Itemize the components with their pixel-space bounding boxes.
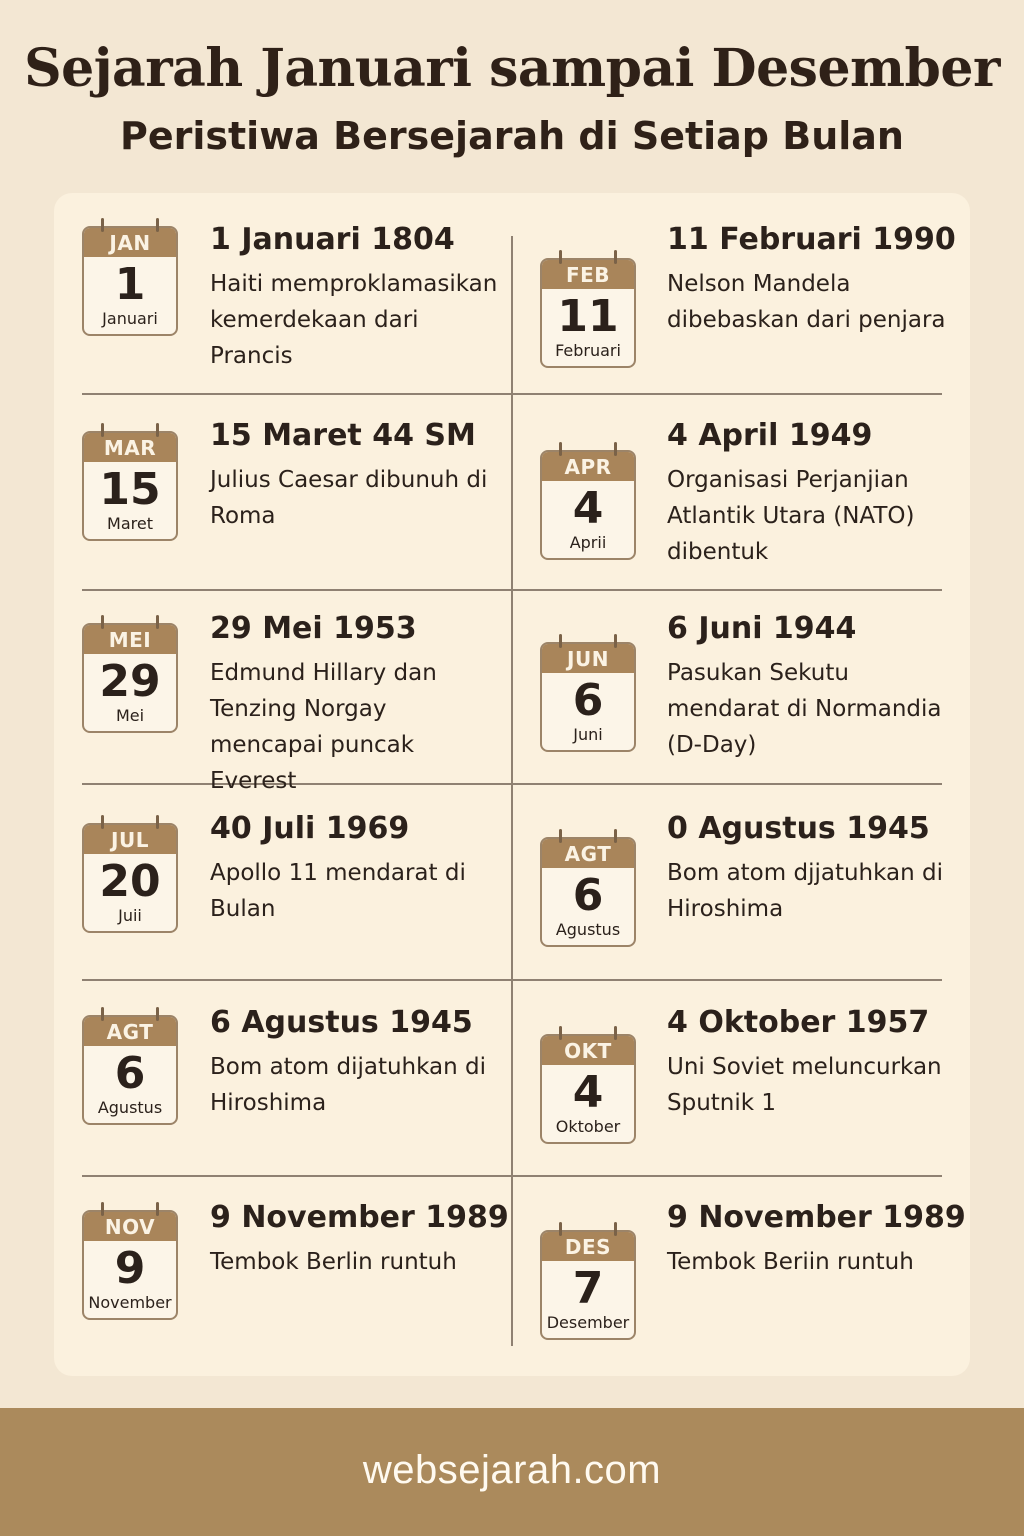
calendar-ring xyxy=(156,218,159,232)
calendar-ring xyxy=(101,218,104,232)
calendar-icon xyxy=(540,1230,636,1340)
event-date-title: 9 November 1989 xyxy=(210,1200,509,1235)
calendar-icon xyxy=(82,623,178,733)
calendar-month-name: Januari xyxy=(102,309,158,328)
event-date-title: 9 November 1989 xyxy=(667,1200,966,1235)
calendar-icon xyxy=(540,258,636,368)
calendar-month-abbr: AGT xyxy=(84,1017,176,1046)
calendar-day: 6 xyxy=(572,675,604,726)
calendar-day: 9 xyxy=(114,1243,146,1294)
calendar-month-name: Aprii xyxy=(569,533,607,552)
calendar-month-name: Desember xyxy=(546,1313,630,1332)
event-date-title: 40 Juli 1969 xyxy=(210,811,410,846)
event-description: Bom atom dijatuhkan di Hiroshima xyxy=(210,1054,486,1116)
calendar-month-abbr: JUL xyxy=(84,825,176,854)
calendar-day: 7 xyxy=(572,1263,604,1314)
event-description: Nelson Mandela dibebaskan dari penjara xyxy=(667,271,946,333)
calendar-day: 4 xyxy=(572,1067,604,1118)
calendar-month-name: Juii xyxy=(118,906,142,925)
calendar-icon xyxy=(540,1034,636,1144)
calendar-day: 4 xyxy=(572,483,604,534)
calendar-month-name: Agustus xyxy=(97,1098,163,1117)
event-description: Pasukan Sekutu mendarat di Normandia (D-Day) xyxy=(667,660,942,758)
calendar-icon xyxy=(82,1210,178,1320)
calendar-ring xyxy=(101,1202,104,1216)
calendar-month-name: Februari xyxy=(555,341,621,360)
calendar-icon xyxy=(540,450,636,560)
calendar-icon xyxy=(82,431,178,541)
event-date-title: 4 Oktober 1957 xyxy=(667,1005,930,1040)
calendar-month-abbr: MEI xyxy=(84,625,176,654)
calendar-month-abbr: FEB xyxy=(542,260,634,289)
column-divider xyxy=(511,236,513,1346)
event-date-title: 29 Mei 1953 xyxy=(210,611,417,646)
event-date-title: 6 Agustus 1945 xyxy=(210,1005,473,1040)
event-date-title: 11 Februari 1990 xyxy=(667,222,956,257)
calendar-ring xyxy=(614,634,617,648)
calendar-day: 6 xyxy=(114,1048,146,1099)
calendar-month-abbr: APR xyxy=(542,452,634,481)
page-title: Sejarah Januari sampai Desember xyxy=(24,38,1000,99)
calendar-month-abbr: JUN xyxy=(542,644,634,673)
calendar-day: 20 xyxy=(99,856,161,907)
event-description: Bom atom djjatuhkan di Hiroshima xyxy=(667,860,943,922)
calendar-ring xyxy=(101,615,104,629)
calendar-month-name: Agustus xyxy=(555,920,621,939)
calendar-month-name: Juni xyxy=(573,725,603,744)
calendar-ring xyxy=(614,442,617,456)
event-date-title: 15 Maret 44 SM xyxy=(210,418,476,453)
row-divider xyxy=(82,589,942,591)
calendar-ring xyxy=(614,1026,617,1040)
page-subtitle: Peristiwa Bersejarah di Setiap Bulan xyxy=(120,114,904,158)
calendar-ring xyxy=(156,423,159,437)
footer-site-url[interactable]: websejarah.com xyxy=(362,1448,662,1492)
event-description: Haiti memproklamasikan kemerdekaan dari Prancis xyxy=(210,271,498,369)
calendar-month-name: November xyxy=(88,1293,172,1312)
event-description: Tembok Berlin runtuh xyxy=(210,1249,457,1275)
calendar-icon xyxy=(82,823,178,933)
calendar-ring xyxy=(101,815,104,829)
row-divider xyxy=(82,979,942,981)
calendar-icon xyxy=(82,226,178,336)
calendar-day: 11 xyxy=(557,291,619,342)
event-description: Edmund Hillary dan Tenzing Norgay mencapai puncak Everest xyxy=(210,660,437,794)
event-description: Julius Caesar dibunuh di Roma xyxy=(210,467,488,529)
event-description: Tembok Beriin runtuh xyxy=(667,1249,914,1275)
calendar-ring xyxy=(101,423,104,437)
calendar-ring xyxy=(614,250,617,264)
calendar-icon xyxy=(540,837,636,947)
calendar-ring xyxy=(559,1222,562,1236)
event-description: Apollo 11 mendarat di Bulan xyxy=(210,860,466,922)
calendar-month-name: Oktober xyxy=(555,1117,621,1136)
event-date-title: 4 April 1949 xyxy=(667,418,873,453)
calendar-ring xyxy=(156,615,159,629)
calendar-month-abbr: MAR xyxy=(84,433,176,462)
calendar-icon xyxy=(540,642,636,752)
calendar-day: 15 xyxy=(99,464,161,515)
calendar-month-abbr: OKT xyxy=(542,1036,634,1065)
event-description: Uni Soviet meluncurkan Sputnik 1 xyxy=(667,1054,942,1116)
calendar-day: 6 xyxy=(572,870,604,921)
calendar-month-abbr: NOV xyxy=(84,1212,176,1241)
calendar-ring xyxy=(614,829,617,843)
calendar-ring xyxy=(156,815,159,829)
event-date-title: 1 Januari 1804 xyxy=(210,222,455,257)
calendar-month-name: Maret xyxy=(107,514,153,533)
calendar-ring xyxy=(559,442,562,456)
calendar-month-abbr: JAN xyxy=(84,228,176,257)
calendar-ring xyxy=(559,829,562,843)
calendar-day: 1 xyxy=(114,259,146,310)
calendar-ring xyxy=(559,1026,562,1040)
event-date-title: 0 Agustus 1945 xyxy=(667,811,930,846)
calendar-ring xyxy=(156,1202,159,1216)
calendar-ring xyxy=(559,634,562,648)
calendar-ring xyxy=(156,1007,159,1021)
calendar-icon xyxy=(82,1015,178,1125)
row-divider xyxy=(82,1175,942,1177)
calendar-day: 29 xyxy=(99,656,161,707)
calendar-ring xyxy=(559,250,562,264)
row-divider xyxy=(82,393,942,395)
calendar-month-abbr: AGT xyxy=(542,839,634,868)
calendar-month-name: Mei xyxy=(115,706,145,725)
event-description: Organisasi Perjanjian Atlantik Utara (NATO) dibentuk xyxy=(667,467,915,565)
calendar-ring xyxy=(101,1007,104,1021)
event-date-title: 6 Juni 1944 xyxy=(667,611,857,646)
calendar-ring xyxy=(614,1222,617,1236)
calendar-month-abbr: DES xyxy=(542,1232,634,1261)
